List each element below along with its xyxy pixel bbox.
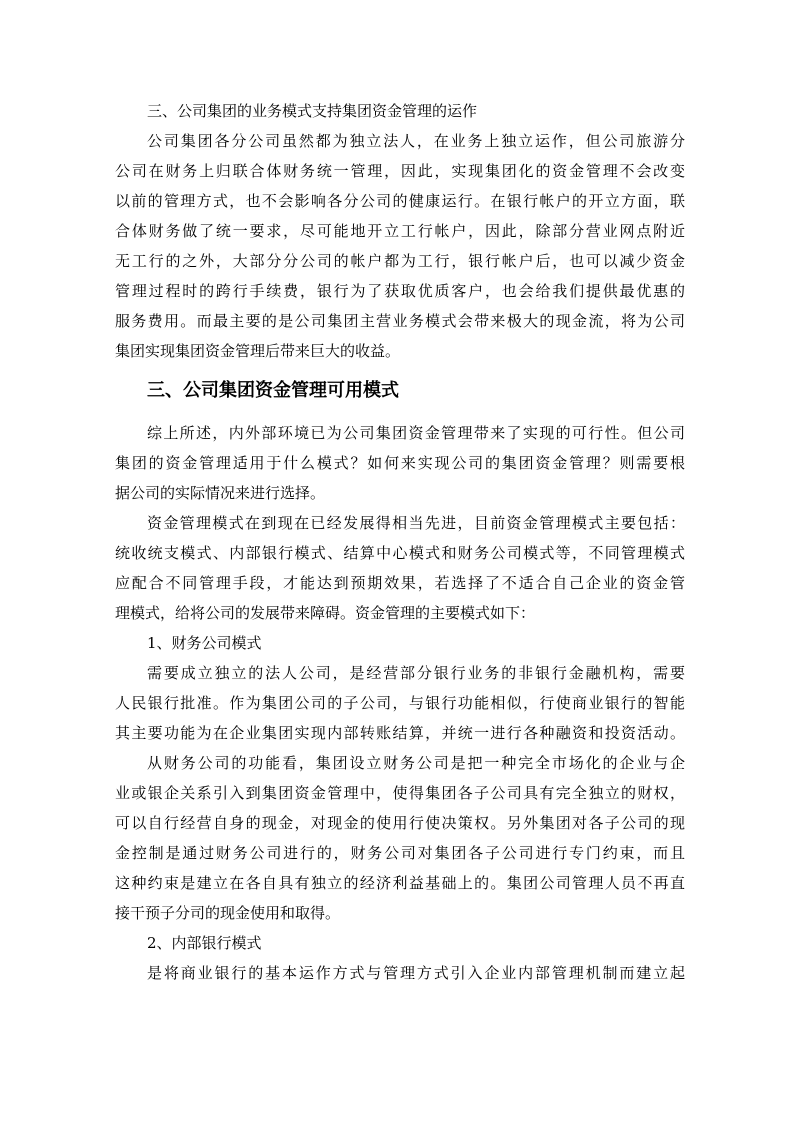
paragraph-line: 以前的管理方式，也不会影响各分公司的健康运行。在银行帐户的开立方面，联 <box>115 192 685 210</box>
paragraph-line: 接干预子分司的现金使用和取得。 <box>115 904 341 922</box>
subsection-title: 2、内部银行模式 <box>147 934 262 952</box>
paragraph-line: 其主要功能为在企业集团实现内部转账结算，并统一进行各种融资和投资活动。 <box>115 724 685 742</box>
paragraph-line: 业或银企关系引入到集团资金管理中，使得集团各子公司具有完全独立的财权， <box>115 784 685 802</box>
subsection-title: 三、公司集团的业务模式支持集团资金管理的运作 <box>147 102 478 120</box>
document-page <box>115 96 685 988</box>
paragraph-line: 理模式，给将公司的发展带来障碍。资金管理的主要模式如下： <box>115 604 536 622</box>
paragraph-line: 资金管理模式在到现在已经发展得相当先进，目前资金管理模式主要包括： <box>147 514 685 532</box>
paragraph-line: 合体财务做了统一要求，尽可能地开立工行帐户，因此，除部分营业网点附近 <box>115 222 685 240</box>
paragraph-line: 人民银行批准。作为集团公司的子公司，与银行功能相似，行使商业银行的智能 <box>115 694 685 712</box>
section-heading: 三、公司集团资金管理可用模式 <box>147 380 399 401</box>
subsection-title: 1、财务公司模式 <box>147 634 262 652</box>
paragraph-line: 公司集团各分公司虽然都为独立法人，在业务上独立运作，但公司旅游分 <box>147 132 685 150</box>
paragraph-line: 服务费用。而最主要的是公司集团主营业务模式会带来极大的现金流，将为公司 <box>115 312 685 330</box>
paragraph-line: 是将商业银行的基本运作方式与管理方式引入企业内部管理机制而建立起 <box>147 964 685 982</box>
paragraph <box>115 508 685 628</box>
paragraph <box>115 418 685 508</box>
paragraph-line: 需要成立独立的法人公司，是经营部分银行业务的非银行金融机构，需要 <box>147 664 685 682</box>
paragraph-line: 据公司的实际情况来进行选择。 <box>115 484 326 502</box>
paragraph-line: 从财务公司的功能看，集团设立财务公司是把一种完全市场化的企业与企 <box>147 754 685 772</box>
paragraph-line: 可以自行经营自身的现金，对现金的使用行使决策权。另外集团对各子公司的现 <box>115 814 685 832</box>
paragraph <box>115 658 685 748</box>
paragraph-line: 统收统支模式、内部银行模式、结算中心模式和财务公司模式等，不同管理模式 <box>115 544 685 562</box>
paragraph-line: 金控制是通过财务公司进行的，财务公司对集团各子公司进行专门约束，而且 <box>115 844 685 862</box>
paragraph-line: 管理过程时的跨行手续费，银行为了获取优质客户，也会给我们提供最优惠的 <box>115 282 685 300</box>
paragraph-line: 应配合不同管理手段，才能达到预期效果，若选择了不适合自己企业的资金管 <box>115 574 685 592</box>
paragraph-line: 综上所述，内外部环境已为公司集团资金管理带来了实现的可行性。但公司 <box>147 424 685 442</box>
paragraph <box>115 958 685 988</box>
paragraph-line: 无工行的之外，大部分分公司的帐户都为工行，银行帐户后，也可以减少资金 <box>115 252 685 270</box>
paragraph-line: 这种约束是建立在各自具有独立的经济利益基础上的。集团公司管理人员不再直 <box>115 874 685 892</box>
paragraph-line: 公司在财务上归联合体财务统一管理，因此，实现集团化的资金管理不会改变 <box>115 162 685 180</box>
paragraph <box>115 748 685 928</box>
paragraph <box>115 126 685 366</box>
paragraph-line: 集团实现集团资金管理后带来巨大的收益。 <box>115 342 401 360</box>
paragraph-line: 集团的资金管理适用于什么模式？如何来实现公司的集团资金管理？则需要根 <box>115 454 685 472</box>
